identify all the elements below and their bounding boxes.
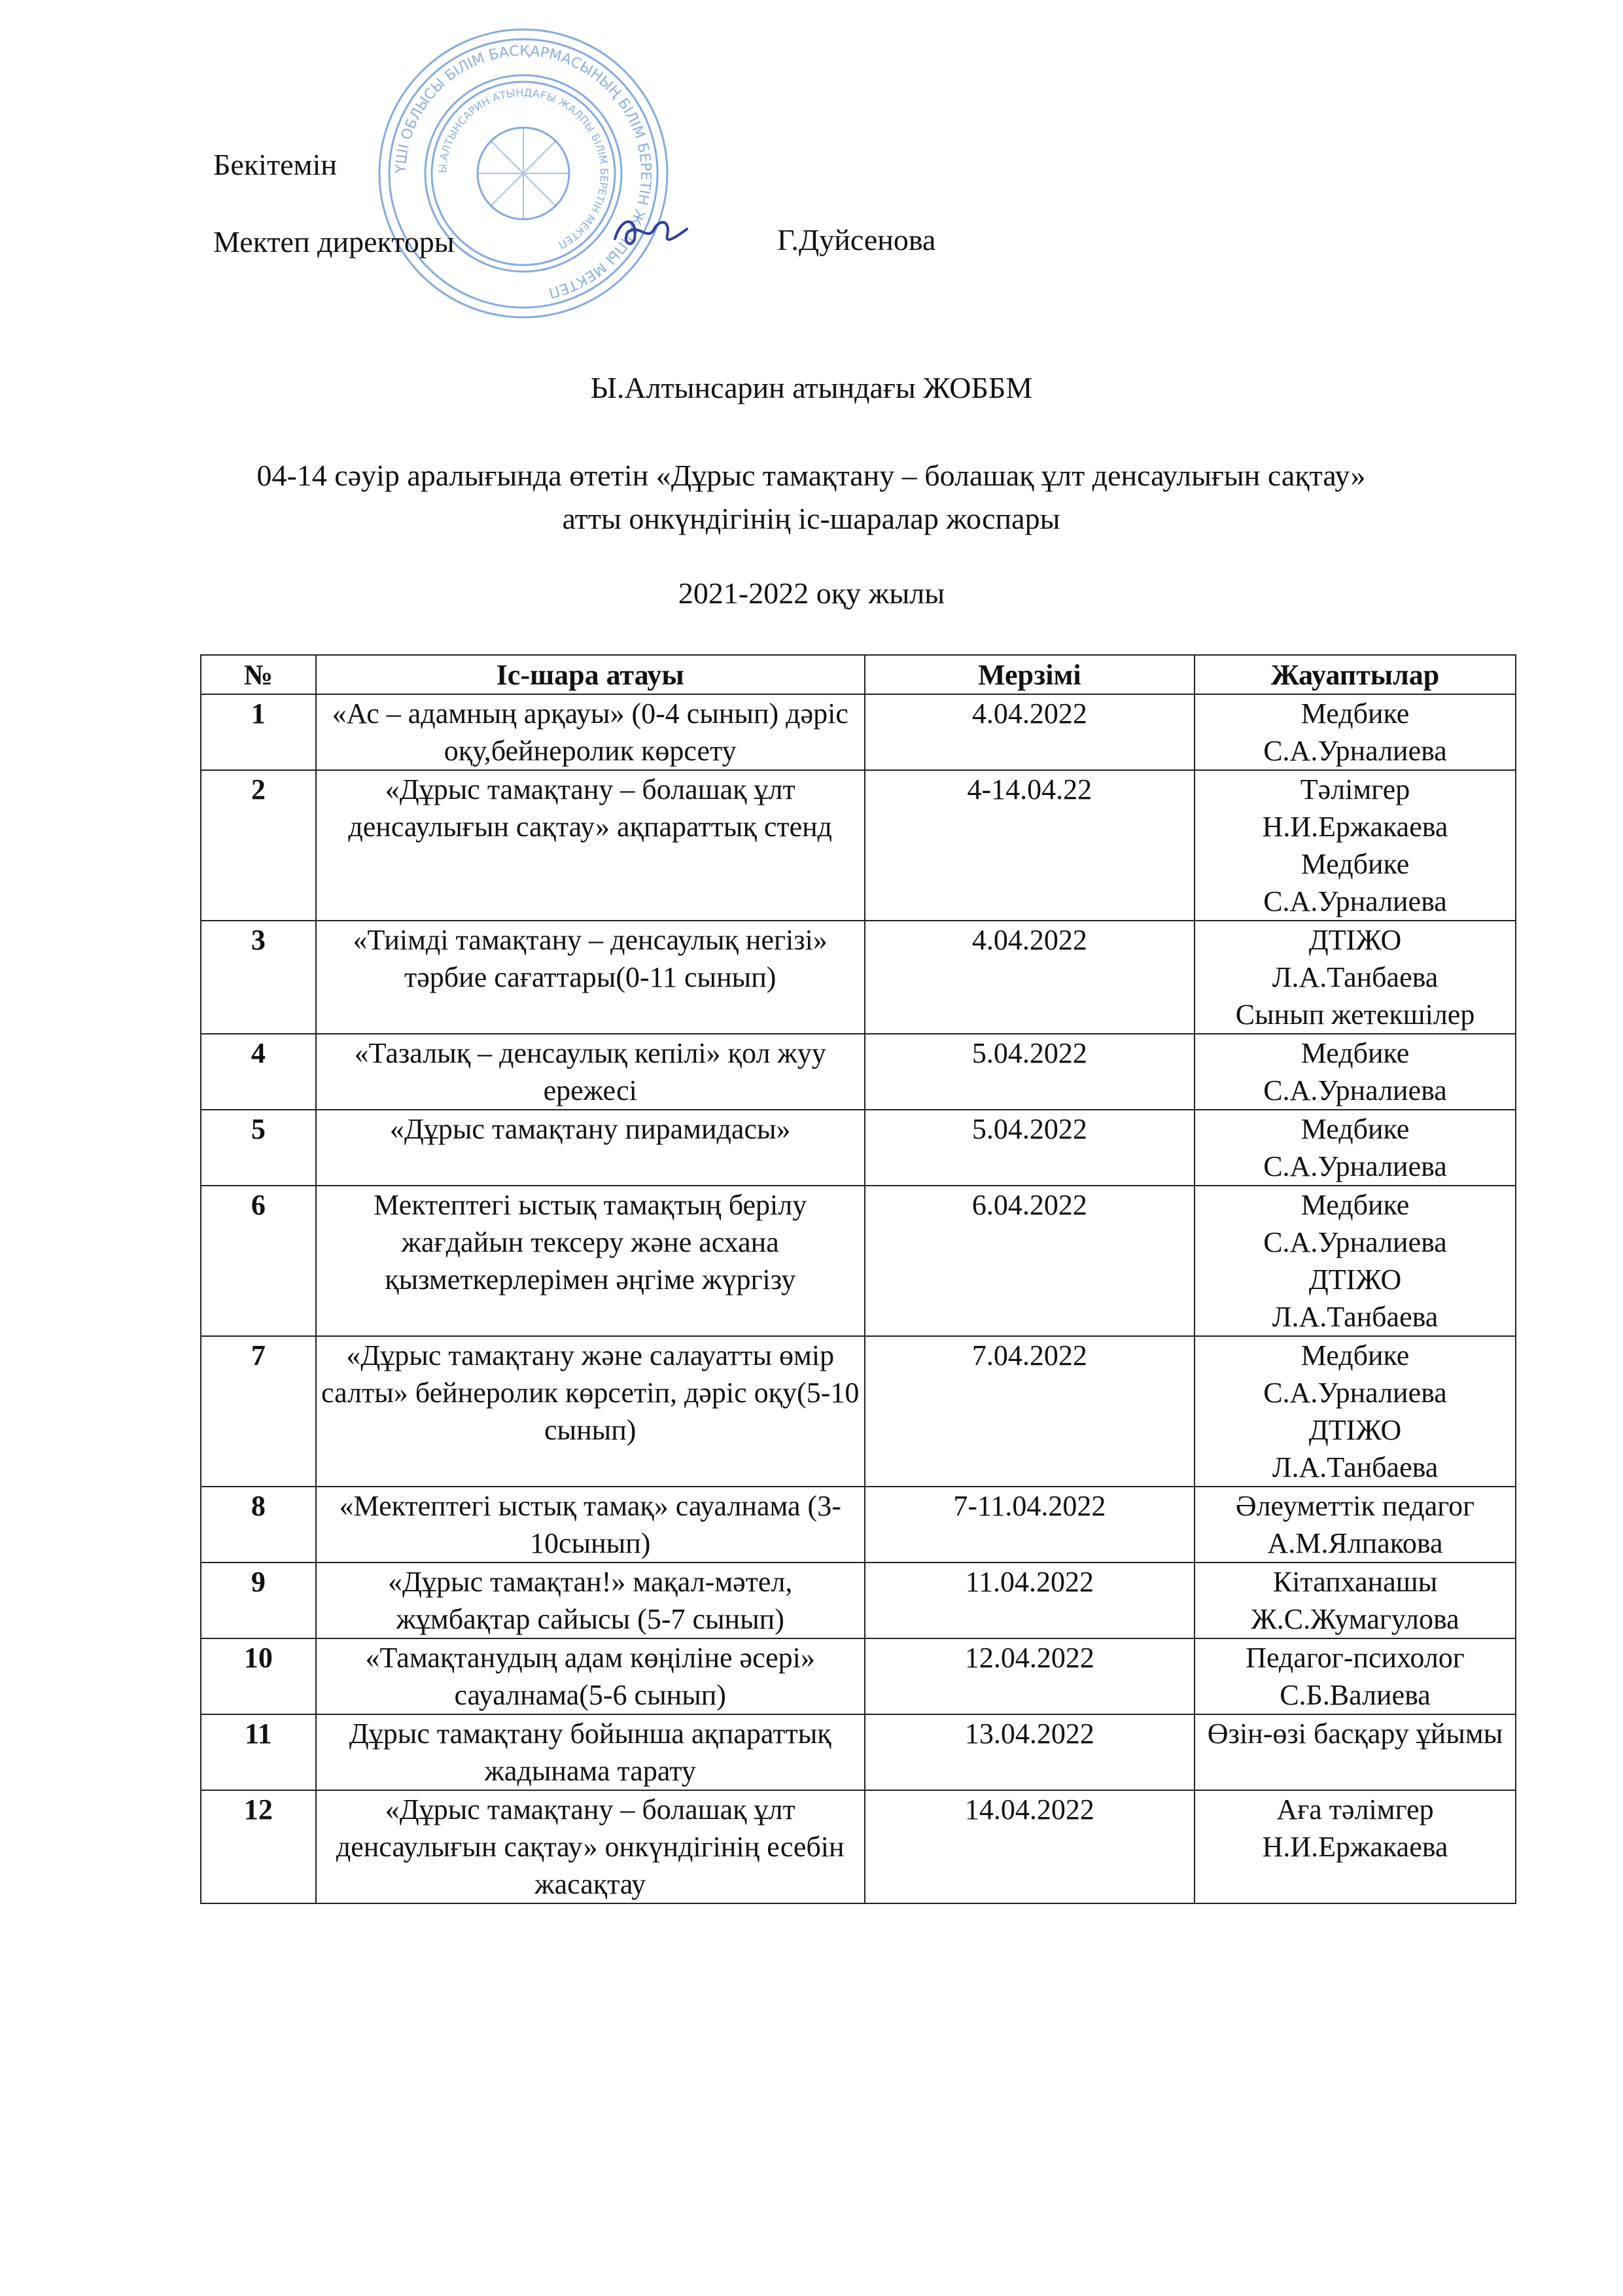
responsible-persons: [1195, 1638, 1516, 1714]
responsible-person: ДТІЖО: [1308, 924, 1402, 956]
responsible-persons: [1195, 1714, 1516, 1790]
responsible-person: Медбике: [1300, 698, 1410, 730]
school-name: Ы.Алтынсарин атындағы ЖОББМ: [590, 371, 1033, 404]
event-date: 13.04.2022: [865, 1714, 1195, 1790]
row-number: 2: [201, 770, 316, 921]
table-row: [201, 1790, 1516, 1903]
table-row: [201, 1638, 1516, 1714]
col-header-number: №: [201, 655, 316, 694]
responsible-person: С.Б.Валиева: [1280, 1679, 1431, 1711]
event-name: «Тиімді тамақтану – денсаулық негізі» тәрбие сағаттары(0-11 сынып): [316, 921, 865, 1034]
table-row: [201, 1487, 1516, 1563]
responsible-person: Л.А.Танбаева: [1272, 1301, 1439, 1333]
event-date: 4-14.04.22: [865, 770, 1195, 921]
responsible-person: С.А.Урналиева: [1263, 735, 1447, 767]
row-number: 9: [201, 1563, 316, 1638]
responsible-person: Л.А.Танбаева: [1272, 1451, 1439, 1483]
event-name: «Дұрыс тамақтану – болашақ ұлт денсаулығын сақтау» ақпараттық стенд: [316, 770, 865, 921]
academic-year: 2021-2022 оқу жылы: [678, 576, 945, 610]
col-header-responsible: Жауаптылар: [1195, 655, 1516, 694]
approval-block: [213, 145, 455, 258]
director-signature: [608, 203, 700, 255]
row-number: 6: [201, 1186, 316, 1336]
responsible-person: С.А.Урналиева: [1263, 885, 1447, 917]
event-name: «Мектептегі ыстық тамақ» сауалнама (3-10сынып): [316, 1487, 865, 1563]
responsible-person: ДТІЖО: [1308, 1263, 1402, 1296]
row-number: 11: [201, 1714, 316, 1790]
event-date: 7-11.04.2022: [865, 1487, 1195, 1563]
responsible-persons: [1195, 1563, 1516, 1638]
col-header-event: Іс-шара атауы: [316, 655, 865, 694]
row-number: 8: [201, 1487, 316, 1563]
table-row: [201, 1110, 1516, 1186]
event-date: 4.04.2022: [865, 694, 1195, 770]
table-row: [201, 1714, 1516, 1790]
event-name: «Дұрыс тамақтану және салауатты өмір салты» бейнеролик көрсетіп, дәріс оқу(5-10 сынып): [316, 1336, 865, 1487]
official-stamp-seal: [366, 20, 680, 327]
table-body: [201, 694, 1516, 1903]
event-date: 5.04.2022: [865, 1110, 1195, 1186]
event-name: «Дұрыс тамақтану – болашақ ұлт денсаулығын сақтау» онкүндігінің есебін жасақтау: [316, 1790, 865, 1903]
document-title: 04-14 сәуір аралығында өтетін «Дұрыс тамақтану – болашақ ұлт денсаулығын сақтау» атты онкүндігінің іс-шаралар жоспары: [256, 459, 1366, 535]
table-row: [201, 694, 1516, 770]
approve-label: Бекітемін: [213, 148, 337, 181]
event-date: 14.04.2022: [865, 1790, 1195, 1903]
responsible-person: Медбике: [1300, 1037, 1410, 1069]
responsible-person: Медбике: [1300, 1113, 1410, 1145]
responsible-person: Л.А.Танбаева: [1272, 961, 1439, 993]
responsible-person: Н.И.Ержакаева: [1262, 811, 1448, 843]
responsible-person: Аға тәлімгер: [1276, 1793, 1434, 1826]
responsible-person: Тәлімгер: [1300, 773, 1410, 805]
table-header-row: [201, 655, 1516, 694]
stamp-outer-text: ҮШІ ОБЛЫСЫ БІЛІМ БАСҚАРМАСЫНЫҢ БІЛІМ БЕРЕТІН ЖАЛПЫ МЕКТЕП: [393, 43, 654, 301]
table-row: [201, 1034, 1516, 1110]
event-name: Мектептегі ыстық тамақтың берілу жағдайын тексеру және асхана қызметкерлерімен әңгіме жүргізу: [316, 1186, 865, 1336]
responsible-person: Өзін-өзі басқару ұйымы: [1207, 1718, 1503, 1750]
event-date: 5.04.2022: [865, 1034, 1195, 1110]
responsible-person: Әлеуметтік педагог: [1235, 1490, 1475, 1522]
table-row: [201, 1186, 1516, 1336]
row-number: 7: [201, 1336, 316, 1487]
row-number: 1: [201, 694, 316, 770]
director-name: Г.Дуйсенова: [777, 223, 936, 256]
responsible-person: С.А.Урналиева: [1263, 1226, 1447, 1258]
row-number: 4: [201, 1034, 316, 1110]
row-number: 3: [201, 921, 316, 1034]
responsible-persons: [1195, 921, 1516, 1034]
table-row: [201, 1563, 1516, 1638]
responsible-person: Педагог-психолог: [1246, 1642, 1465, 1674]
event-name: «Тазалық – денсаулық кепілі» қол жуу ережесі: [316, 1034, 865, 1110]
responsible-person: ДТІЖО: [1308, 1414, 1402, 1446]
event-date: 4.04.2022: [865, 921, 1195, 1034]
responsible-person: С.А.Урналиева: [1263, 1377, 1447, 1409]
event-date: 12.04.2022: [865, 1638, 1195, 1714]
table-row: [201, 770, 1516, 921]
event-date: 6.04.2022: [865, 1186, 1195, 1336]
row-number: 10: [201, 1638, 316, 1714]
event-name: Дұрыс тамақтану бойынша ақпараттық жадынама тарату: [316, 1714, 865, 1790]
responsible-persons: [1195, 1336, 1516, 1487]
responsible-person: Медбике: [1300, 1189, 1410, 1221]
event-name: «Дұрыс тамақтану пирамидасы»: [316, 1110, 865, 1186]
responsible-person: Медбике: [1300, 848, 1410, 880]
col-header-date: Мерзімі: [865, 655, 1195, 694]
event-name: «Тамақтанудың адам көңіліне әсері» сауалнама(5-6 сынып): [316, 1638, 865, 1714]
responsible-persons: [1195, 1487, 1516, 1563]
director-label: Мектеп директоры: [213, 225, 455, 258]
table-row: [201, 921, 1516, 1034]
responsible-persons: [1195, 1186, 1516, 1336]
responsible-persons: [1195, 1790, 1516, 1903]
row-number: 5: [201, 1110, 316, 1186]
event-name: «Дұрыс тамақтан!» мақал-мәтел, жұмбақтар сайысы (5-7 сынып): [316, 1563, 865, 1638]
responsible-person: Кітапханашы: [1272, 1566, 1438, 1598]
responsible-persons: [1195, 770, 1516, 921]
responsible-person: Сынып жетекшілер: [1235, 998, 1475, 1031]
stamp-inner-text: Ы.АЛТЫНСАРИН АТЫНДАҒЫ ЖАЛПЫ БІЛІМ БЕРЕТІН МЕКТЕП: [436, 86, 611, 252]
responsible-persons: [1195, 694, 1516, 770]
responsible-person: С.А.Урналиева: [1263, 1074, 1447, 1106]
table-row: [201, 1336, 1516, 1487]
row-number: 12: [201, 1790, 316, 1903]
responsible-person: Н.И.Ержакаева: [1262, 1831, 1448, 1863]
responsible-person: С.А.Урналиева: [1263, 1150, 1447, 1182]
responsible-persons: [1195, 1034, 1516, 1110]
event-name: «Ас – адамның арқауы» (0-4 сынып) дәріс оқу,бейнеролик көрсету: [316, 694, 865, 770]
event-date: 11.04.2022: [865, 1563, 1195, 1638]
events-plan-table: [200, 654, 1516, 1904]
responsible-person: Ж.С.Жумагулова: [1251, 1603, 1459, 1635]
responsible-persons: [1195, 1110, 1516, 1186]
event-date: 7.04.2022: [865, 1336, 1195, 1487]
responsible-person: Медбике: [1300, 1339, 1410, 1371]
responsible-person: А.М.Ялпакова: [1267, 1527, 1443, 1559]
